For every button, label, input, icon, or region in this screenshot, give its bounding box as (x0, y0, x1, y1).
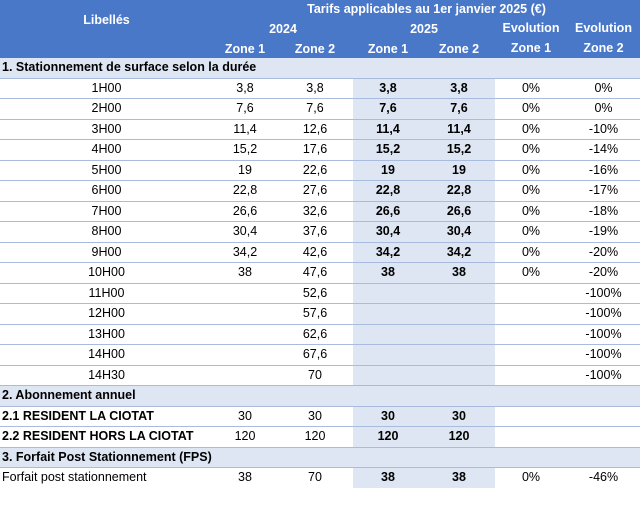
cell-evo2 (567, 406, 640, 427)
cell-z2-2024: 67,6 (277, 345, 353, 366)
table-header (0, 0, 640, 58)
cell-evo2: -19% (567, 222, 640, 243)
cell-z2-2025 (423, 283, 495, 304)
cell-evo1 (495, 283, 567, 304)
table-row (0, 160, 640, 181)
table-row (0, 427, 640, 448)
cell-z2-2024: 47,6 (277, 263, 353, 284)
section-title: 1. Stationnement de surface selon la durée (0, 58, 640, 78)
table-row (0, 468, 640, 488)
section-header (0, 386, 640, 407)
cell-z1-2024: 7,6 (213, 99, 277, 120)
cell-z1-2024: 34,2 (213, 242, 277, 263)
cell-z2-2025 (423, 324, 495, 345)
table-row (0, 406, 640, 427)
cell-z2-2024: 70 (308, 470, 322, 485)
cell-z1-2024 (213, 283, 277, 304)
cell-z2-2024: 22,6 (277, 160, 353, 181)
row-label: 13H00 (0, 324, 213, 345)
cell-z2-2025: 3,8 (423, 78, 495, 99)
row-label: 5H00 (0, 160, 213, 181)
cell-z1-2025 (353, 304, 423, 325)
cell-z1-2024: 19 (213, 160, 277, 181)
cell-evo2: 0% (567, 78, 640, 99)
cell-z1-2025: 38 (353, 263, 423, 284)
cell-z1-2025 (353, 345, 423, 366)
cell-evo1: 0% (495, 160, 567, 181)
cell-evo1: 0% (495, 242, 567, 263)
cell-z2-2024: 120 (277, 427, 353, 448)
cell-z1-2024: 3,8 (213, 78, 277, 99)
row-label: 10H00 (0, 263, 213, 284)
section-header (0, 58, 640, 78)
cell-evo1: 0% (495, 263, 567, 284)
cell-evo1: 0% (495, 140, 567, 161)
cell-z1-2024 (213, 345, 277, 366)
header-evolution-zone1: Evolution Zone 1 (495, 18, 567, 58)
cell-z2-2024: 52,6 (277, 283, 353, 304)
cell-evo1 (495, 427, 567, 448)
table-row (0, 324, 640, 345)
cell-z2-2025: 15,2 (423, 140, 495, 161)
table-row (0, 242, 640, 263)
cell-z1-2024: 15,2 (213, 140, 277, 161)
cell-z1-2024: 120 (213, 427, 277, 448)
cell-evo2: -20% (567, 242, 640, 263)
cell-z2-2025 (423, 304, 495, 325)
row-label: 11H00 (0, 283, 213, 304)
cell-z1-2025: 11,4 (353, 119, 423, 140)
cell-evo2: -18% (567, 201, 640, 222)
cell-z1-2024: 30,4 (213, 222, 277, 243)
cell-evo2: -17% (567, 181, 640, 202)
cell-z1-2024: 26,6 (213, 201, 277, 222)
cell-z2-2024: 32,6 (277, 201, 353, 222)
cell-z1-2024 (213, 365, 277, 386)
cell-z2-2024: 62,6 (277, 324, 353, 345)
cell-z2-2025: 7,6 (423, 99, 495, 120)
cell-evo1: 0% (495, 119, 567, 140)
cell-z1-2025: 7,6 (353, 99, 423, 120)
table-body (0, 58, 640, 488)
cell-evo1: 0% (495, 181, 567, 202)
cell-evo1 (495, 324, 567, 345)
table-row (0, 304, 640, 325)
cell-evo2 (567, 427, 640, 448)
cell-z1-2024: 22,8 (213, 181, 277, 202)
section-title: 2. Abonnement annuel (0, 386, 640, 407)
cell-evo1: 0% (495, 99, 567, 120)
cell-evo1 (495, 304, 567, 325)
cell-evo2: -100% (567, 365, 640, 386)
cell-z2-2024: 37,6 (277, 222, 353, 243)
cell-z1-2024: 38 (213, 263, 277, 284)
cell-z2-2024: 3,8 (277, 78, 353, 99)
cell-z1-2025: 26,6 (353, 201, 423, 222)
section-title: 3. Forfait Post Stationnement (FPS) (0, 447, 640, 468)
cell-evo2: -46% (588, 470, 619, 485)
cell-z1-2025: 3,8 (353, 78, 423, 99)
header-year-2025: 2025 (353, 18, 495, 40)
cell-z2-2025: 30 (423, 406, 495, 427)
table-row (0, 283, 640, 304)
cell-z2-2025: 30,4 (423, 222, 495, 243)
cell-z2-2025: 19 (423, 160, 495, 181)
cell-z1-2024: 11,4 (213, 119, 277, 140)
table-row (0, 119, 640, 140)
header-2024-zone1: Zone 1 (213, 40, 277, 58)
cell-z2-2024: 57,6 (277, 304, 353, 325)
row-label: 14H00 (0, 345, 213, 366)
cell-z2-2025 (423, 345, 495, 366)
row-label: 3H00 (0, 119, 213, 140)
section-header (0, 447, 640, 468)
row-label: 1H00 (0, 78, 213, 99)
header-2025-zone1: Zone 1 (353, 40, 423, 58)
cell-z1-2025 (353, 283, 423, 304)
row-label: 12H00 (0, 304, 213, 325)
cell-z2-2024: 12,6 (277, 119, 353, 140)
cell-evo2: -14% (567, 140, 640, 161)
table-row (0, 78, 640, 99)
cell-z1-2024: 30 (213, 406, 277, 427)
cell-z1-2025: 15,2 (353, 140, 423, 161)
row-label: 14H30 (0, 365, 213, 386)
cell-z1-2025: 30,4 (353, 222, 423, 243)
row-label: 2.2 RESIDENT HORS LA CIOTAT (0, 427, 213, 448)
cell-z2-2025: 38 (423, 468, 495, 488)
header-evolution-zone2: Evolution Zone 2 (567, 18, 640, 58)
cell-evo1: 0% (521, 470, 541, 485)
table-row (0, 345, 640, 366)
cell-z2-2025: 120 (423, 427, 495, 448)
cell-evo1: 0% (495, 222, 567, 243)
cell-evo1 (495, 345, 567, 366)
table-row (0, 222, 640, 243)
cell-z2-2024: 27,6 (277, 181, 353, 202)
cell-z1-2025: 30 (353, 406, 423, 427)
cell-z1-2025: 120 (353, 427, 423, 448)
cell-z2-2024: 17,6 (277, 140, 353, 161)
cell-evo1: 0% (495, 78, 567, 99)
table-row (0, 140, 640, 161)
table-row (0, 201, 640, 222)
cell-z2-2024: 42,6 (277, 242, 353, 263)
cell-z1-2025 (353, 324, 423, 345)
row-label: 6H00 (0, 181, 213, 202)
cell-z2-2025: 34,2 (423, 242, 495, 263)
table-row (0, 181, 640, 202)
cell-z1-2025: 38 (353, 468, 423, 488)
cell-z1-2024 (213, 324, 277, 345)
cell-z1-2025 (353, 365, 423, 386)
header-libelles: Libellés (0, 0, 213, 40)
cell-evo2: 0% (567, 99, 640, 120)
cell-z2-2025: 38 (423, 263, 495, 284)
cell-z2-2025: 22,8 (423, 181, 495, 202)
cell-z1-2025: 22,8 (353, 181, 423, 202)
cell-z2-2025: 26,6 (423, 201, 495, 222)
cell-z1-2024: 38 (238, 470, 252, 485)
cell-z2-2025: 11,4 (423, 119, 495, 140)
cell-z1-2025: 34,2 (353, 242, 423, 263)
cell-evo2: -16% (567, 160, 640, 181)
cell-z1-2025: 19 (353, 160, 423, 181)
table-row (0, 263, 640, 284)
row-label: 4H00 (0, 140, 213, 161)
header-2025-zone2: Zone 2 (423, 40, 495, 58)
header-title: Tarifs applicables au 1er janvier 2025 (€) (213, 0, 640, 18)
cell-z2-2024: 30 (277, 406, 353, 427)
header-blank (0, 40, 213, 58)
row-label: 7H00 (0, 201, 213, 222)
table-row (0, 365, 640, 386)
cell-z2-2024: 7,6 (277, 99, 353, 120)
row-label: 8H00 (0, 222, 213, 243)
row-label: 2.1 RESIDENT LA CIOTAT (0, 406, 213, 427)
row-label: Forfait post stationnement (2, 470, 147, 485)
row-label: 9H00 (0, 242, 213, 263)
cell-evo2: -100% (567, 345, 640, 366)
cell-evo1 (495, 406, 567, 427)
cell-evo2: -100% (567, 324, 640, 345)
header-year-2024: 2024 (213, 18, 353, 40)
cell-evo1 (495, 365, 567, 386)
cell-evo2: -100% (567, 283, 640, 304)
header-2024-zone2: Zone 2 (277, 40, 353, 58)
table-row (0, 99, 640, 120)
row-label: 2H00 (0, 99, 213, 120)
cell-z2-2025 (423, 365, 495, 386)
cell-z1-2024 (213, 304, 277, 325)
cell-evo2: -20% (567, 263, 640, 284)
cell-evo2: -100% (567, 304, 640, 325)
cell-evo1: 0% (495, 201, 567, 222)
cell-evo2: -10% (567, 119, 640, 140)
cell-z2-2024: 70 (277, 365, 353, 386)
